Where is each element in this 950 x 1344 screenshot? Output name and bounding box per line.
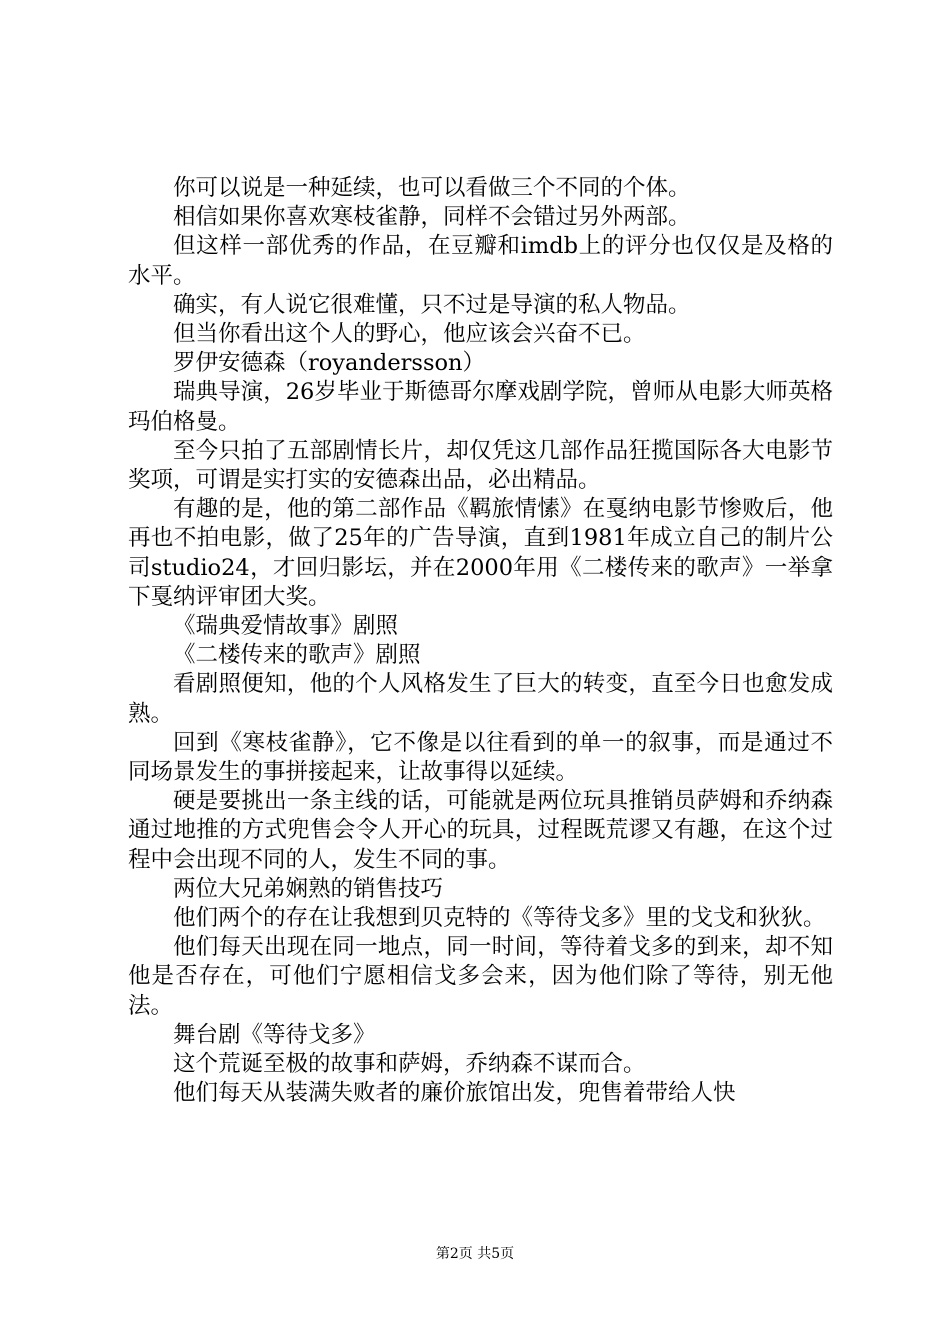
- paragraph-13: 回到《寒枝雀静》，它不像是以往看到的单一的叙事，而是通过不同场景发生的事拼接起来，让故事得以延续。: [128, 729, 833, 786]
- paragraph-1: 你可以说是一种延续，也可以看做三个不同的个体。: [173, 175, 691, 201]
- paragraph-9: 有趣的是，他的第二部作品《羁旅情愫》在戛纳电影节惨败后，他再也不拍电影，做了25年的广告导演，直到1981年成立自己的制片公司studio24，才回归影坛，并在2000年用《二楼传来的歌声》一举拿下戛纳评审团大奖。: [128, 496, 833, 610]
- paragraph-11: 《二楼传来的歌声》剧照: [173, 642, 421, 669]
- paragraph-19: 这个荒诞至极的故事和萨姆，乔纳森不谋而合。: [173, 1051, 646, 1078]
- page-number-label: 第2页 共5页: [435, 1246, 515, 1262]
- paragraph-17: 他们每天出现在同一地点，同一时间，等待着戈多的到来，却不知他是否存在，可他们宁愿相信戈多会来，因为他们除了等待，别无他法。: [128, 934, 833, 1019]
- paragraph-8: 至今只拍了五部剧情长片，却仅凭这几部作品狂揽国际各大电影节奖项，可谓是实打实的安德森出品，必出精品。: [128, 437, 833, 494]
- document-body: [128, 174, 833, 1109]
- page-footer: [0, 1244, 950, 1264]
- paragraph-4: 确实，有人说它很难懂，只不过是导演的私人物品。: [173, 291, 691, 318]
- paragraph-15: 两位大兄弟娴熟的销售技巧: [173, 875, 444, 902]
- paragraph-10: 《瑞典爱情故事》剧照: [173, 613, 399, 640]
- paragraph-2: 相信如果你喜欢寒枝雀静，同样不会错过另外两部。: [173, 204, 691, 231]
- paragraph-18: 舞台剧《等待戈多》: [173, 1021, 376, 1048]
- paragraph-20: 他们每天从装满失败者的廉价旅馆出发，兜售着带给人快: [173, 1080, 736, 1107]
- paragraph-3: 但这样一部优秀的作品，在豆瓣和imdb上的评分也仅仅是及格的水平。: [128, 233, 833, 289]
- paragraph-14: 硬是要挑出一条主线的话，可能就是两位玩具推销员萨姆和乔纳森通过地推的方式兜售会令人开心的玩具，过程既荒谬又有趣，在这个过程中会出现不同的人，发生不同的事。: [128, 788, 833, 873]
- paragraph-6: 罗伊安德森（royandersson）: [173, 350, 486, 377]
- paragraph-7: 瑞典导演，26岁毕业于斯德哥尔摩戏剧学院，曾师从电影大师英格玛伯格曼。: [128, 379, 833, 435]
- paragraph-12: 看剧照便知，他的个人风格发生了巨大的转变，直至今日也愈发成熟。: [128, 671, 833, 727]
- paragraph-16: 他们两个的存在让我想到贝克特的《等待戈多》里的戈戈和狄狄。: [173, 905, 826, 932]
- paragraph-5: 但当你看出这个人的野心，他应该会兴奋不已。: [173, 321, 646, 348]
